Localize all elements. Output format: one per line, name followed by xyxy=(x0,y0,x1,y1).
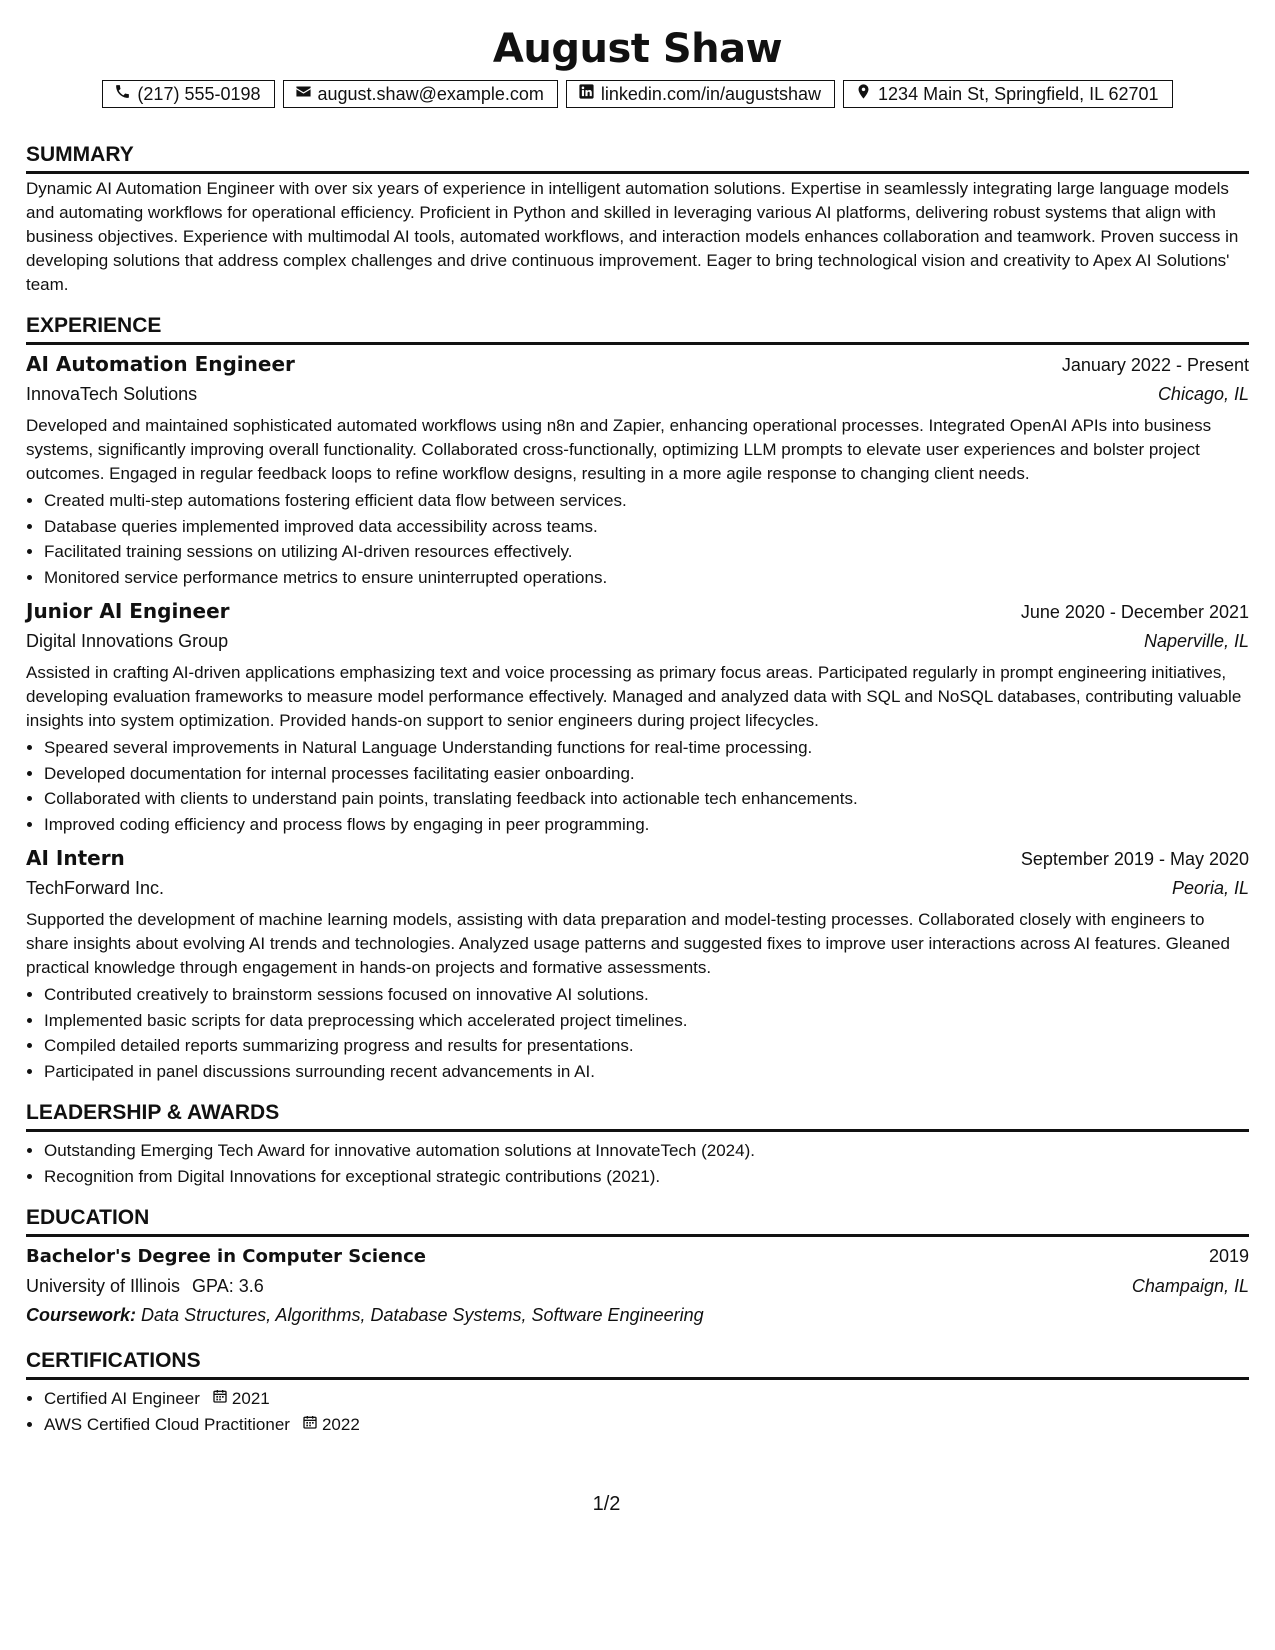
coursework-label: Coursework: xyxy=(26,1305,137,1325)
job-company: InnovaTech Solutions xyxy=(26,384,198,404)
job-title: Junior AI Engineer xyxy=(26,599,230,623)
list-item xyxy=(44,1386,1249,1412)
gpa: GPA: 3.6 xyxy=(192,1276,264,1296)
job-company: Digital Innovations Group xyxy=(26,631,229,651)
candidate-name: August Shaw xyxy=(492,26,783,72)
job-description: Developed and maintained sophisticated automated workflows using n8n and Zapier, enhancing operational processes. Integrated OpenAI APIs into business systems, significantly improving overall functionality. Collaborated cross-functionally, optimizing LLM prompts to elevate user experiences and bolster project outcomes. Engaged in regular feedback loops to refine workflow designs, resulting in a more agile response to changing client needs. xyxy=(26,416,1212,483)
list-item xyxy=(44,1412,1249,1438)
cert-year: 2021 xyxy=(231,1389,270,1408)
coursework xyxy=(26,1301,1249,1330)
list-item: • Improved coding efficiency and process flows by engaging in peer programming. xyxy=(44,812,1249,838)
phone-icon xyxy=(114,83,131,105)
certifications-section xyxy=(26,1348,1249,1437)
job-dates: January 2022 - Present xyxy=(1061,355,1249,375)
list-item: • Contributed creatively to brainstorm sessions focused on innovative AI solutions. xyxy=(44,982,1249,1008)
list-item: • Participated in panel discussions surrounding recent advancements in AI. xyxy=(44,1059,1249,1085)
map-pin-icon xyxy=(855,83,872,105)
list-item: • Implemented basic scripts for data preprocessing which accelerated project timelines. xyxy=(44,1008,1249,1034)
summary-section xyxy=(26,142,1249,297)
job-location: Peoria, IL xyxy=(1171,878,1249,898)
summary-heading: SUMMARY xyxy=(26,142,1249,174)
list-item: • Outstanding Emerging Tech Award for innovative automation solutions at InnovateTech (2024). xyxy=(44,1138,1249,1164)
leadership-heading: LEADERSHIP & AWARDS xyxy=(26,1100,1249,1132)
graduation-year: 2019 xyxy=(1208,1246,1249,1266)
experience-section xyxy=(26,313,1249,1084)
certifications-list xyxy=(26,1386,1249,1437)
job-entry xyxy=(26,843,1249,1084)
list-item: • Collaborated with clients to understand pain points, translating feedback into actionable tech enhancements. xyxy=(44,786,1249,812)
list-item: • Database queries implemented improved data accessibility across teams. xyxy=(44,514,1249,540)
job-bullets xyxy=(26,735,1249,837)
linkedin-text: linkedin.com/in/augustshaw xyxy=(600,83,822,104)
education-heading: EDUCATION xyxy=(26,1205,1249,1237)
awards-list xyxy=(26,1138,1249,1189)
school-name: University of Illinois xyxy=(26,1276,181,1296)
phone-text: (217) 555-0198 xyxy=(137,83,261,104)
list-item: • Facilitated training sessions on utilizing AI-driven resources effectively. xyxy=(44,539,1249,565)
leadership-section xyxy=(26,1100,1249,1189)
degree-title: Bachelor's Degree in Computer Science xyxy=(26,1246,426,1267)
contact-address[interactable] xyxy=(843,80,1173,108)
cert-name: • AWS Certified Cloud Practitioner xyxy=(44,1414,290,1434)
job-entry xyxy=(26,349,1249,590)
job-location: Chicago, IL xyxy=(1157,384,1249,404)
coursework-list: Data Structures, Algorithms, Database Systems, Software Engineering xyxy=(141,1305,704,1325)
job-bullets xyxy=(26,488,1249,590)
job-description: Assisted in crafting AI-driven applications emphasizing text and voice processing as primary focus areas. Participated regularly in prompt engineering initiatives, developing evaluation frameworks to measure model performance effectively. Managed and analyzed data with SQL and NoSQL databases, contributing valuable insights into system optimization. Provided hands-on support to senior engineers during project lifecycles. xyxy=(26,663,1242,730)
list-item: • Developed documentation for internal processes facilitating easier onboarding. xyxy=(44,761,1249,787)
job-company: TechForward Inc. xyxy=(26,878,165,898)
address-text: 1234 Main St, Springfield, IL 62701 xyxy=(878,83,1159,104)
job-title: AI Automation Engineer xyxy=(26,352,295,376)
job-title: AI Intern xyxy=(26,846,125,870)
page-number: 1/2 xyxy=(592,1493,621,1515)
cert-year: 2022 xyxy=(321,1414,360,1434)
contact-phone[interactable] xyxy=(102,80,274,108)
contact-email[interactable] xyxy=(283,80,558,108)
job-entry xyxy=(26,596,1249,837)
experience-heading: EXPERIENCE xyxy=(26,313,1249,345)
education-section xyxy=(26,1205,1249,1330)
job-location: Naperville, IL xyxy=(1143,631,1249,651)
cert-name: • Certified AI Engineer xyxy=(44,1389,200,1408)
school-location: Champaign, IL xyxy=(1131,1276,1249,1296)
envelope-icon xyxy=(295,83,312,105)
linkedin-icon xyxy=(578,83,595,105)
list-item: • Compiled detailed reports summarizing progress and results for presentations. xyxy=(44,1033,1249,1059)
contact-linkedin[interactable] xyxy=(566,80,835,108)
list-item: • Monitored service performance metrics to ensure uninterrupted operations. xyxy=(44,565,1249,591)
school-line xyxy=(26,1272,264,1301)
email-text: august.shaw@example.com xyxy=(317,83,544,104)
certifications-heading: CERTIFICATIONS xyxy=(26,1348,1249,1380)
job-dates: June 2020 - December 2021 xyxy=(1020,602,1249,622)
job-description: Supported the development of machine learning models, assisting with data preparation and model-testing processes. Collaborated closely with engineers to share insights about evolving AI trends and technologies. Analyzed usage patterns and suggested fixes to improve user interactions across AI features. Gleaned practical knowledge through engagement in hands-on projects and formative assessments. xyxy=(26,910,1230,977)
list-item: • Recognition from Digital Innovations for exceptional strategic contributions (2021). xyxy=(44,1164,1249,1190)
contact-row xyxy=(26,80,1249,108)
calendar-icon xyxy=(212,1386,228,1412)
summary-text: Dynamic AI Automation Engineer with over six years of experience in intelligent automation solutions. Expertise in seamlessly integrating large language models and automating workflows for operational efficiency. Proficient in Python and skilled in leveraging various AI platforms, delivering robust systems that align with business objectives. Experience with multimodal AI tools, automated workflows, and interaction models enhances collaboration and teamwork. Proven success in developing solutions that address complex challenges and drive continuous improvement. Eager to bring technological vision and creativity to Apex AI Solutions' team. xyxy=(26,179,1239,294)
list-item: • Created multi-step automations fostering efficient data flow between services. xyxy=(44,488,1249,514)
list-item: • Speared several improvements in Natural Language Understanding functions for real-time processing. xyxy=(44,735,1249,761)
job-dates: September 2019 - May 2020 xyxy=(1020,849,1249,869)
calendar-icon xyxy=(302,1412,318,1438)
job-bullets xyxy=(26,982,1249,1084)
